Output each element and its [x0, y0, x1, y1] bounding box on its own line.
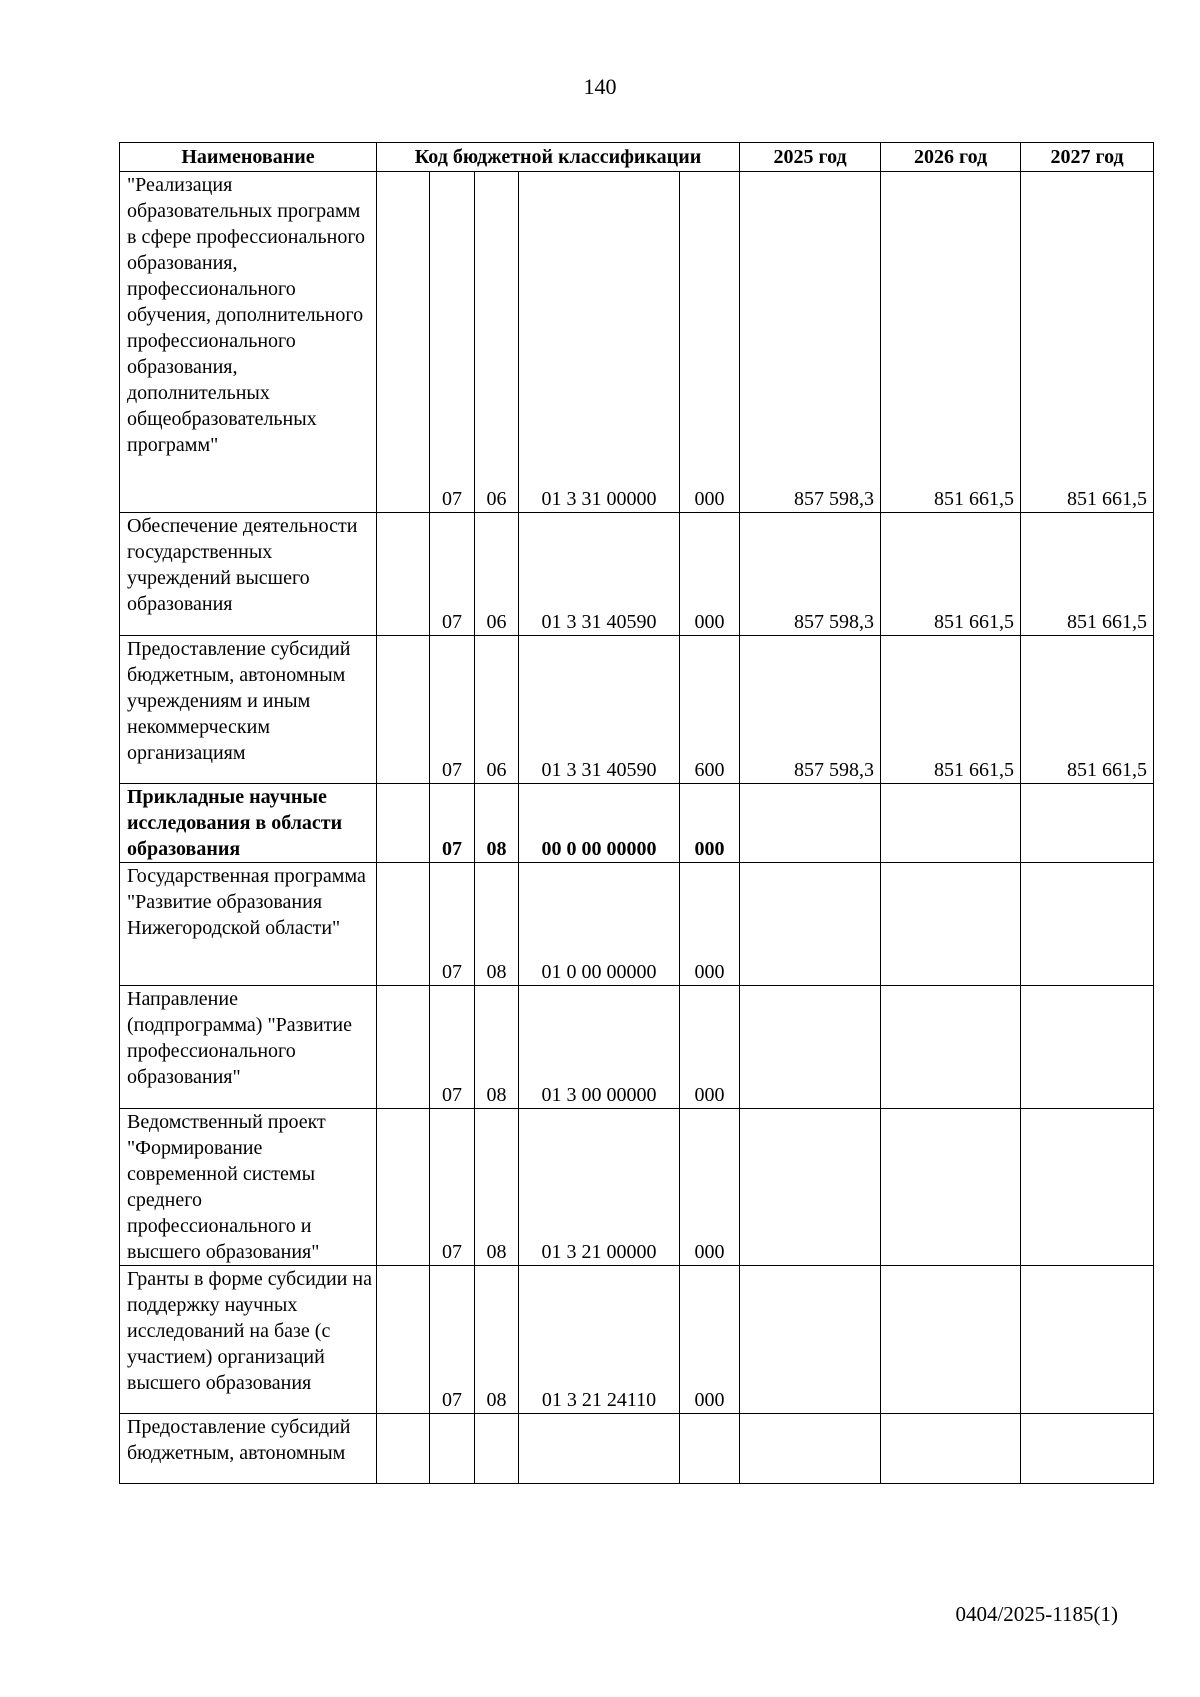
header-2025: 2025 год: [740, 143, 881, 172]
code-section: 07: [430, 986, 475, 1109]
row-name: Направление (подпрограмма) "Развитие профессионального образования": [120, 986, 377, 1109]
code-target-article: 01 3 31 00000: [519, 172, 680, 513]
code-col1: [377, 513, 430, 636]
value-2025: [740, 1414, 881, 1484]
table-row: [120, 172, 1154, 513]
code-subsection: 08: [475, 784, 519, 863]
value-2027: [1021, 1109, 1154, 1266]
code-col1: [377, 1109, 430, 1266]
code-target-article: 01 0 00 00000: [519, 863, 680, 986]
code-col1: [377, 1266, 430, 1414]
code-section: 07: [430, 513, 475, 636]
code-expense-type: 000: [680, 784, 740, 863]
value-2026: [881, 1109, 1021, 1266]
code-target-article: 01 3 00 00000: [519, 986, 680, 1109]
value-2025: [740, 863, 881, 986]
row-name: Прикладные научные исследования в области образования: [120, 784, 377, 863]
table-row: [120, 513, 1154, 636]
value-2027: 851 661,5: [1021, 172, 1154, 513]
header-2027: 2027 год: [1021, 143, 1154, 172]
table-row: [120, 863, 1154, 986]
value-2027: 851 661,5: [1021, 636, 1154, 784]
code-expense-type: 000: [680, 172, 740, 513]
value-2026: [881, 1414, 1021, 1484]
code-expense-type: [680, 1414, 740, 1484]
value-2026: 851 661,5: [881, 172, 1021, 513]
code-subsection: 08: [475, 1109, 519, 1266]
value-2026: 851 661,5: [881, 636, 1021, 784]
value-2027: [1021, 1414, 1154, 1484]
value-2025: 857 598,3: [740, 172, 881, 513]
code-target-article: 01 3 21 00000: [519, 1109, 680, 1266]
code-section: 07: [430, 1109, 475, 1266]
code-expense-type: 600: [680, 636, 740, 784]
code-target-article: 01 3 31 40590: [519, 513, 680, 636]
value-2025: [740, 1266, 881, 1414]
value-2026: [881, 863, 1021, 986]
table-row: [120, 1414, 1154, 1484]
row-name: Гранты в форме субсидии на поддержку научных исследований на базе (с участием) организаций высшего образования: [120, 1266, 377, 1414]
value-2027: [1021, 784, 1154, 863]
code-subsection: 06: [475, 636, 519, 784]
code-subsection: 08: [475, 986, 519, 1109]
code-expense-type: 000: [680, 513, 740, 636]
header-name: Наименование: [120, 143, 377, 172]
code-section: 07: [430, 863, 475, 986]
table-row: [120, 636, 1154, 784]
value-2025: [740, 986, 881, 1109]
code-col1: [377, 784, 430, 863]
code-subsection: 08: [475, 863, 519, 986]
value-2027: [1021, 1266, 1154, 1414]
code-expense-type: 000: [680, 986, 740, 1109]
value-2025: 857 598,3: [740, 636, 881, 784]
table-row: [120, 1109, 1154, 1266]
code-target-article: [519, 1414, 680, 1484]
code-expense-type: 000: [680, 863, 740, 986]
code-target-article: 01 3 31 40590: [519, 636, 680, 784]
code-expense-type: 000: [680, 1109, 740, 1266]
code-col1: [377, 636, 430, 784]
row-name: "Реализация образовательных программ в сфере профессионального образования, профессионального обучения, дополнительного профессионального образования, дополнительных общеобразовательных программ": [120, 172, 377, 513]
code-subsection: 06: [475, 172, 519, 513]
code-col1: [377, 863, 430, 986]
document-code: 0404/2025-1185(1): [955, 1602, 1118, 1626]
row-name: Ведомственный проект "Формирование современной системы среднего профессионального и высшего образования": [120, 1109, 377, 1266]
code-col1: [377, 986, 430, 1109]
code-target-article: 00 0 00 00000: [519, 784, 680, 863]
code-col1: [377, 172, 430, 513]
value-2027: [1021, 863, 1154, 986]
row-name: Предоставление субсидий бюджетным, автономным: [120, 1414, 377, 1484]
table-header-row: [120, 143, 1154, 172]
code-subsection: [475, 1414, 519, 1484]
code-subsection: 08: [475, 1266, 519, 1414]
code-section: [430, 1414, 475, 1484]
code-section: 07: [430, 1266, 475, 1414]
table-row: [120, 1266, 1154, 1414]
budget-table: [119, 142, 1154, 1484]
value-2027: 851 661,5: [1021, 513, 1154, 636]
value-2026: 851 661,5: [881, 513, 1021, 636]
value-2026: [881, 1266, 1021, 1414]
page-number: 140: [583, 74, 617, 99]
value-2025: [740, 1109, 881, 1266]
value-2027: [1021, 986, 1154, 1109]
code-section: 07: [430, 636, 475, 784]
code-col1: [377, 1414, 430, 1484]
code-section: 07: [430, 172, 475, 513]
code-subsection: 06: [475, 513, 519, 636]
value-2026: [881, 986, 1021, 1109]
table-row: [120, 986, 1154, 1109]
table-row: [120, 784, 1154, 863]
row-name: Обеспечение деятельности государственных учреждений высшего образования: [120, 513, 377, 636]
header-code: Код бюджетной классификации: [377, 143, 740, 172]
value-2025: 857 598,3: [740, 513, 881, 636]
code-section: 07: [430, 784, 475, 863]
row-name: Предоставление субсидий бюджетным, автономным учреждениям и иным некоммерческим организациям: [120, 636, 377, 784]
header-2026: 2026 год: [881, 143, 1021, 172]
value-2025: [740, 784, 881, 863]
row-name: Государственная программа "Развитие образования Нижегородской области": [120, 863, 377, 986]
value-2026: [881, 784, 1021, 863]
code-expense-type: 000: [680, 1266, 740, 1414]
code-target-article: 01 3 21 24110: [519, 1266, 680, 1414]
